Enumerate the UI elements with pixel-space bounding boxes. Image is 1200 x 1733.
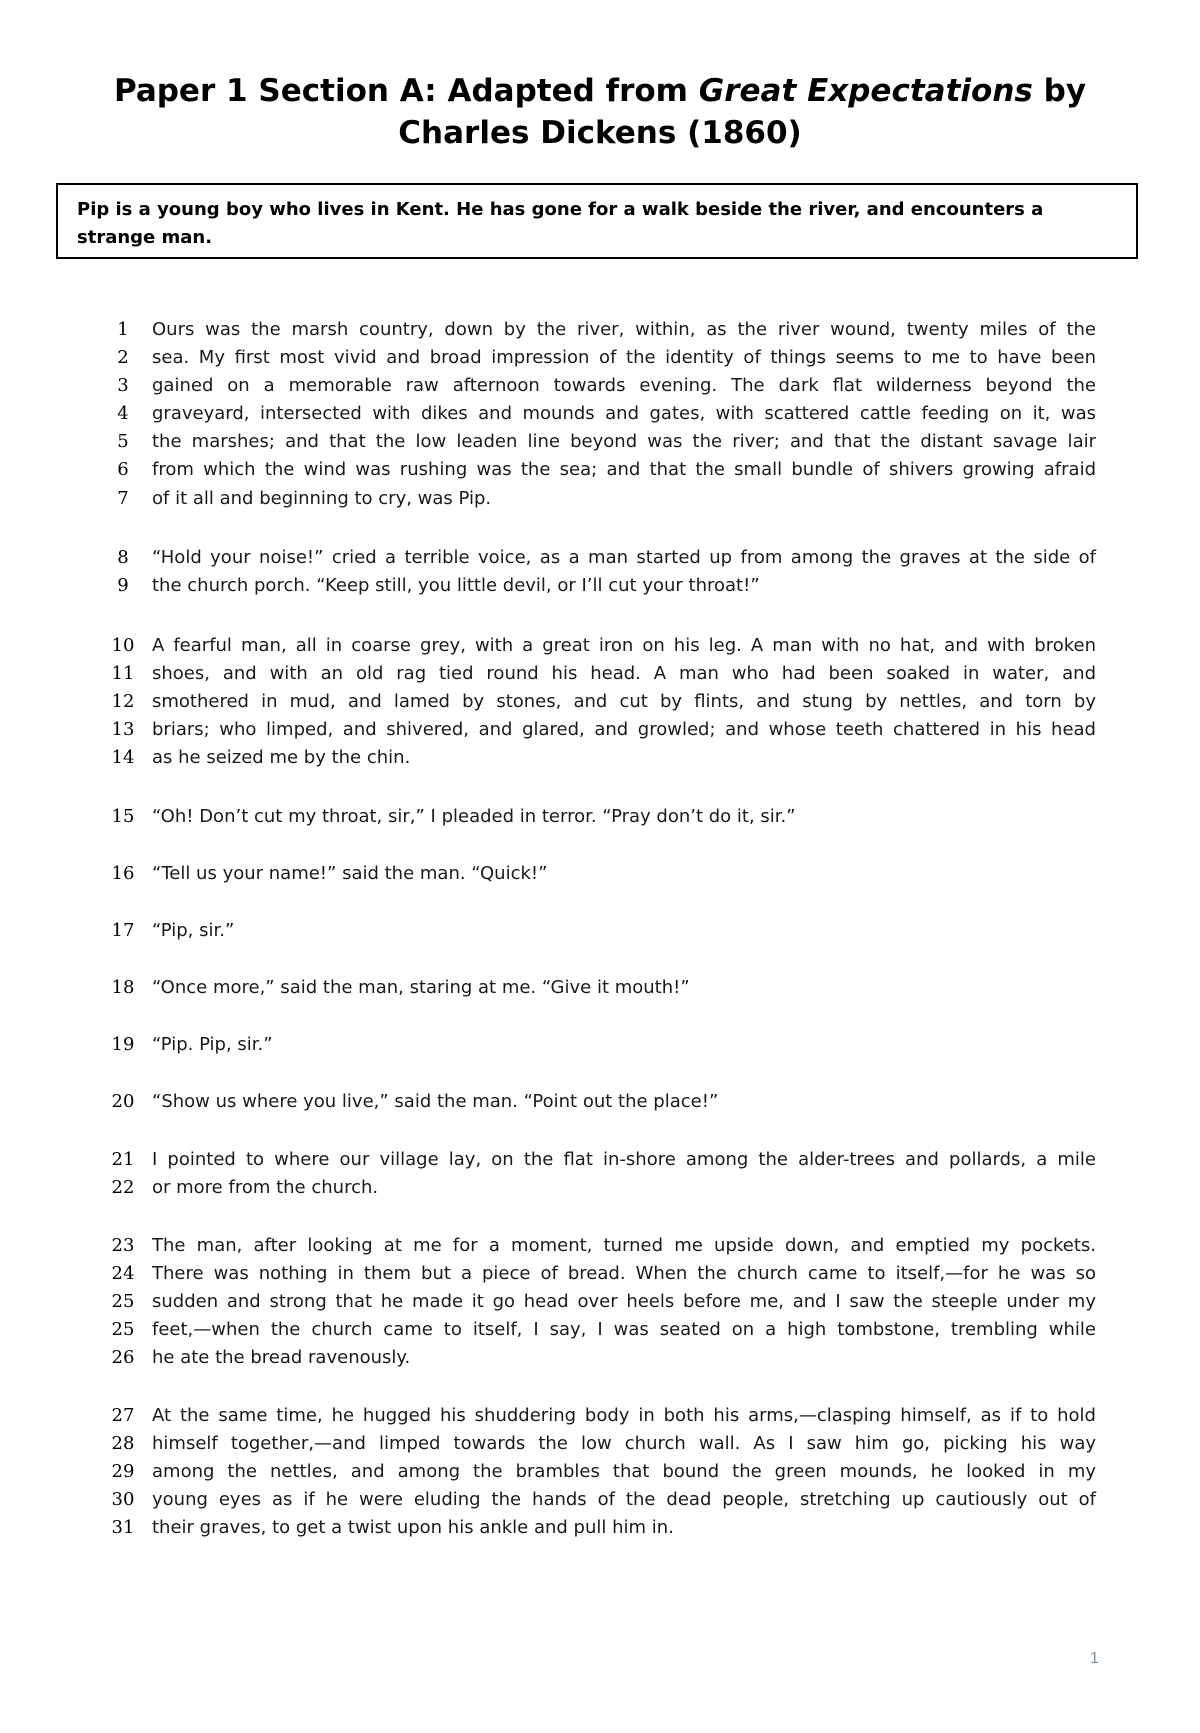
extract-line <box>0 1402 1200 1430</box>
line-number: 15 <box>111 806 135 827</box>
extract-line <box>0 744 1200 772</box>
extract-line <box>0 1031 1200 1059</box>
extract-line <box>0 917 1200 945</box>
line-text: of it all and beginning to cry, was Pip. <box>152 488 492 509</box>
line-text: “Once more,” said the man, staring at me. “Give it mouth!” <box>152 977 690 998</box>
line-text: shoes, and with an old rag tied round his head. A man who had been soaked in water, and <box>152 663 1096 684</box>
line-number: 1 <box>117 319 129 340</box>
line-number: 13 <box>111 719 135 740</box>
extract-line <box>0 572 1200 600</box>
extract-line <box>0 974 1200 1002</box>
extract-line <box>0 485 1200 513</box>
extract-line <box>0 372 1200 400</box>
extract-line <box>0 1344 1200 1372</box>
line-text: “Tell us your name!” said the man. “Quick!” <box>152 863 548 884</box>
line-text: briars; who limped, and shivered, and glared, and growled; and whose teeth chattered in his head <box>152 719 1096 740</box>
line-number: 24 <box>111 1263 135 1284</box>
title-prefix: Paper 1 Section A: Adapted from <box>113 73 699 109</box>
line-text: young eyes as if he were eluding the hands of the dead people, stretching up cautiously out of <box>152 1489 1096 1510</box>
line-number: 6 <box>117 459 129 480</box>
line-text: the marshes; and that the low leaden line beyond was the river; and that the distant savage lair <box>152 431 1096 452</box>
line-number: 7 <box>117 488 129 509</box>
line-number: 25 <box>111 1291 135 1312</box>
title-line-1 <box>60 70 1140 112</box>
extract-line <box>0 1316 1200 1344</box>
line-number: 20 <box>111 1091 135 1112</box>
title-book-name: Great Expectations <box>698 73 1033 109</box>
extract-line <box>0 1260 1200 1288</box>
line-number: 31 <box>111 1517 135 1538</box>
line-text: sudden and strong that he made it go head over heels before me, and I saw the steeple under my <box>152 1291 1096 1312</box>
line-text: he ate the bread ravenously. <box>152 1347 411 1368</box>
line-text: gained on a memorable raw afternoon towards evening. The dark flat wilderness beyond the <box>152 375 1096 396</box>
extract-line <box>0 344 1200 372</box>
line-text: A fearful man, all in coarse grey, with a great iron on his leg. A man with no hat, and with broken <box>152 635 1096 656</box>
line-number: 4 <box>117 403 129 424</box>
line-number: 29 <box>111 1461 135 1482</box>
line-text: At the same time, he hugged his shuddering body in both his arms,—clasping himself, as if to hold <box>152 1405 1096 1426</box>
extract-line <box>0 1174 1200 1202</box>
line-number: 9 <box>117 575 129 596</box>
line-text: among the nettles, and among the brambles that bound the green mounds, he looked in my <box>152 1461 1096 1482</box>
line-number: 27 <box>111 1405 135 1426</box>
extract-line <box>0 1088 1200 1116</box>
page-title <box>60 70 1140 154</box>
line-text: “Oh! Don’t cut my throat, sir,” I pleaded in terror. “Pray don’t do it, sir.” <box>152 806 796 827</box>
line-number: 10 <box>111 635 135 656</box>
extract-line <box>0 632 1200 660</box>
line-text: from which the wind was rushing was the sea; and that the small bundle of shivers growing afraid <box>152 459 1096 480</box>
line-text: The man, after looking at me for a moment, turned me upside down, and emptied my pockets. <box>152 1235 1096 1256</box>
line-text: feet,—when the church came to itself, I say, I was seated on a high tombstone, trembling while <box>152 1319 1096 1340</box>
intro-text: Pip is a young boy who lives in Kent. He has gone for a walk beside the river, and encounters a strange man. <box>77 199 1044 248</box>
line-number: 22 <box>111 1177 135 1198</box>
extract-line <box>0 544 1200 572</box>
line-number: 11 <box>111 663 135 684</box>
extract-line <box>0 688 1200 716</box>
line-text: “Show us where you live,” said the man. “Point out the place!” <box>152 1091 719 1112</box>
line-text: the church porch. “Keep still, you little devil, or I’ll cut your throat!” <box>152 575 760 596</box>
line-text: as he seized me by the chin. <box>152 747 411 768</box>
line-number: 17 <box>111 920 135 941</box>
line-text: “Hold your noise!” cried a terrible voice, as a man started up from among the graves at the side of <box>152 547 1096 568</box>
extract-line <box>0 860 1200 888</box>
extract-line <box>0 1486 1200 1514</box>
extract-line <box>0 803 1200 831</box>
title-suffix: by <box>1032 73 1087 109</box>
line-number: 19 <box>111 1034 135 1055</box>
line-number: 14 <box>111 747 135 768</box>
line-number: 26 <box>111 1347 135 1368</box>
extract-line <box>0 456 1200 484</box>
line-number: 12 <box>111 691 135 712</box>
line-number: 25 <box>111 1319 135 1340</box>
line-text: smothered in mud, and lamed by stones, and cut by flints, and stung by nettles, and torn by <box>152 691 1096 712</box>
line-number: 16 <box>111 863 135 884</box>
line-number: 30 <box>111 1489 135 1510</box>
line-text: graveyard, intersected with dikes and mounds and gates, with scattered cattle feeding on it, was <box>152 403 1096 424</box>
line-text: Ours was the marsh country, down by the river, within, as the river wound, twenty miles of the <box>152 319 1096 340</box>
line-text: or more from the church. <box>152 1177 379 1198</box>
line-text: sea. My first most vivid and broad impression of the identity of things seems to me to have been <box>152 347 1096 368</box>
line-number: 21 <box>111 1149 135 1170</box>
line-text: There was nothing in them but a piece of bread. When the church came to itself,—for he was so <box>152 1263 1096 1284</box>
intro-box <box>56 183 1138 259</box>
title-line-2: Charles Dickens (1860) <box>398 115 802 151</box>
line-number: 28 <box>111 1433 135 1454</box>
page-number: 1 <box>1090 1650 1099 1667</box>
extract-line <box>0 716 1200 744</box>
line-number: 2 <box>117 347 129 368</box>
line-text: himself together,—and limped towards the low church wall. As I saw him go, picking his way <box>152 1433 1096 1454</box>
extract-line <box>0 400 1200 428</box>
line-number: 5 <box>117 431 129 452</box>
line-number: 18 <box>111 977 135 998</box>
extract-line <box>0 660 1200 688</box>
extract-line <box>0 1458 1200 1486</box>
line-text: I pointed to where our village lay, on the flat in-shore among the alder-trees and pollards, a mile <box>152 1149 1096 1170</box>
line-text: “Pip, sir.” <box>152 920 235 941</box>
line-text: their graves, to get a twist upon his ankle and pull him in. <box>152 1517 674 1538</box>
extract-line <box>0 428 1200 456</box>
line-number: 23 <box>111 1235 135 1256</box>
line-number: 8 <box>117 547 129 568</box>
extract-line <box>0 1430 1200 1458</box>
line-text: “Pip. Pip, sir.” <box>152 1034 273 1055</box>
extract-line <box>0 1146 1200 1174</box>
extract-line <box>0 1232 1200 1260</box>
extract-line <box>0 1514 1200 1542</box>
extract-line <box>0 316 1200 344</box>
extract-line <box>0 1288 1200 1316</box>
line-number: 3 <box>117 375 129 396</box>
